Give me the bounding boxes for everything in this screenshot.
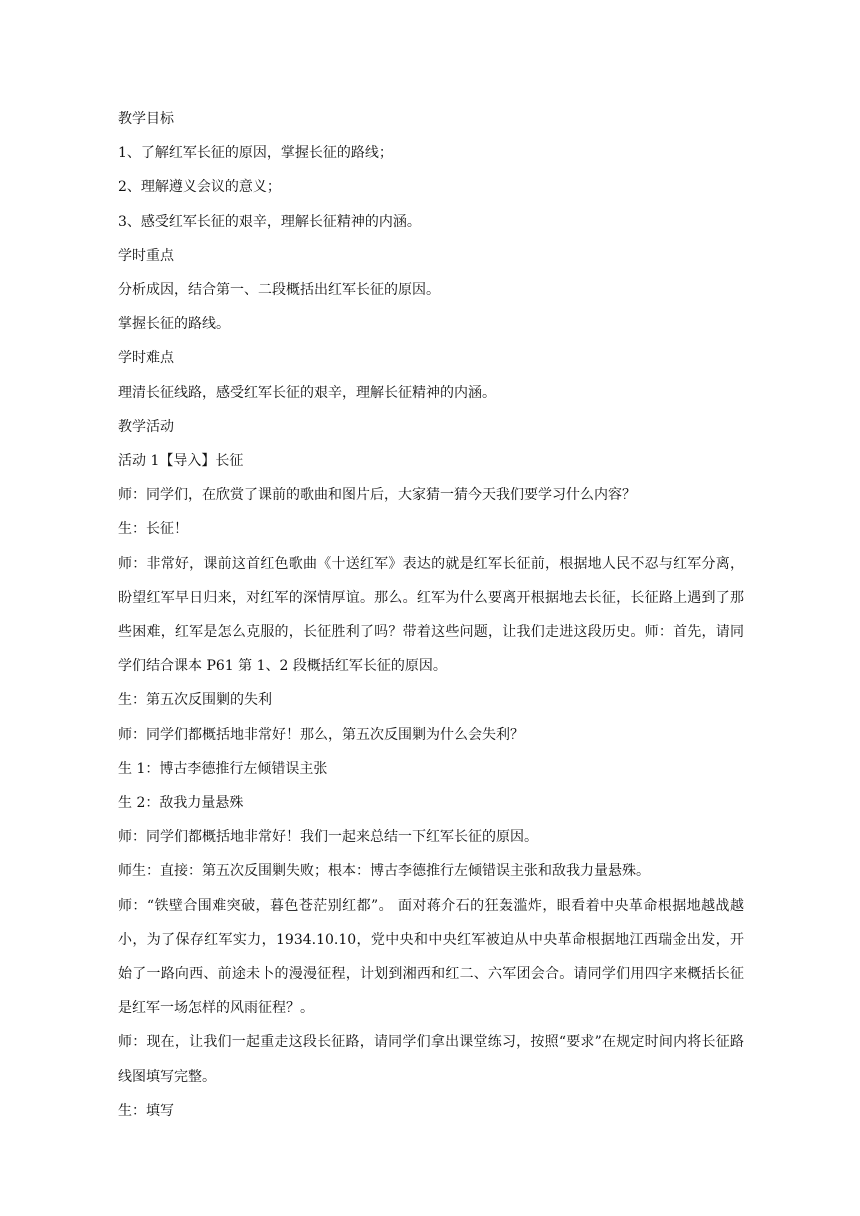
dialogue-line: 师：同学们都概括地非常好！我们一起来总结一下红军长征的原因。: [118, 829, 538, 846]
dialogue-paragraph: 师：现在，让我们一起重走这段长征路，请同学们拿出课堂练习，按照“要求”在规定时间内将长征路线图填写完整。: [118, 1034, 744, 1085]
objective-item-2: 2、理解遵义会议的意义；: [118, 179, 281, 196]
difficult-point-1: 理清长征线路，感受红军长征的艰辛，理解长征精神的内涵。: [118, 384, 496, 401]
dialogue-line: 生：长征！: [118, 521, 188, 538]
objective-item-3: 3、感受红军长征的艰辛，理解长征精神的内涵。: [118, 213, 421, 230]
heading-teaching-objectives: 教学目标: [118, 111, 174, 127]
dialogue-paragraph: 师：“铁壁合围难突破，暮色苍茫别红都”。 面对蒋介石的狂轰滥炸，眼看着中央革命根据地越战越小，为了保存红军实力，1934.10.10，党中央和中央红军被迫从中央革命根据地江西瑞金出发，开始了一路向西、前途未卜的漫漫征程，计划到湘西和红二、六军团会合。请同学们用四字来概括长征是红军一场怎样的风雨征程？。: [118, 897, 744, 1017]
dialogue-line: 师：同学们都概括地非常好！那么，第五次反围剿为什么会失利？: [118, 726, 524, 743]
heading-key-points: 学时重点: [118, 247, 174, 264]
objective-item-1: 1、了解红军长征的原因，掌握长征的路线；: [118, 145, 393, 162]
dialogue-line: 师生：直接：第五次反围剿失败；根本：博古李德推行左倾错误主张和敌我力量悬殊。: [118, 863, 650, 880]
document-body: [118, 102, 744, 1128]
key-point-1: 分析成因，结合第一、二段概括出红军长征的原因。: [118, 282, 440, 299]
heading-teaching-activities: 教学活动: [118, 418, 174, 435]
dialogue-line: 生 1：博古李德推行左倾错误主张: [118, 760, 328, 777]
dialogue-line: 生：填写: [118, 1102, 174, 1119]
key-point-2: 掌握长征的路线。: [118, 316, 230, 333]
heading-difficult-points: 学时难点: [118, 350, 174, 367]
dialogue-paragraph: 师：非常好，课前这首红色歌曲《十送红军》表达的就是红军长征前，根据地人民不忍与红军分离，盼望红军早日归来，对红军的深情厚谊。那么。红军为什么要离开根据地去长征，长征路上遇到了那些困难，红军是怎么克服的，长征胜利了吗？带着这些问题，让我们走进这段历史。师：首先，请同学们结合课本 P61 第 1、2 段概括红军长征的原因。: [118, 555, 744, 675]
dialogue-line: 师：同学们，在欣赏了课前的歌曲和图片后，大家猜一猜今天我们要学习什么内容？: [118, 487, 636, 504]
activity-title: 活动 1【导入】长征: [118, 453, 244, 470]
dialogue-line: 生：第五次反围剿的失利: [118, 692, 272, 709]
dialogue-line: 生 2：敌我力量悬殊: [118, 795, 244, 812]
